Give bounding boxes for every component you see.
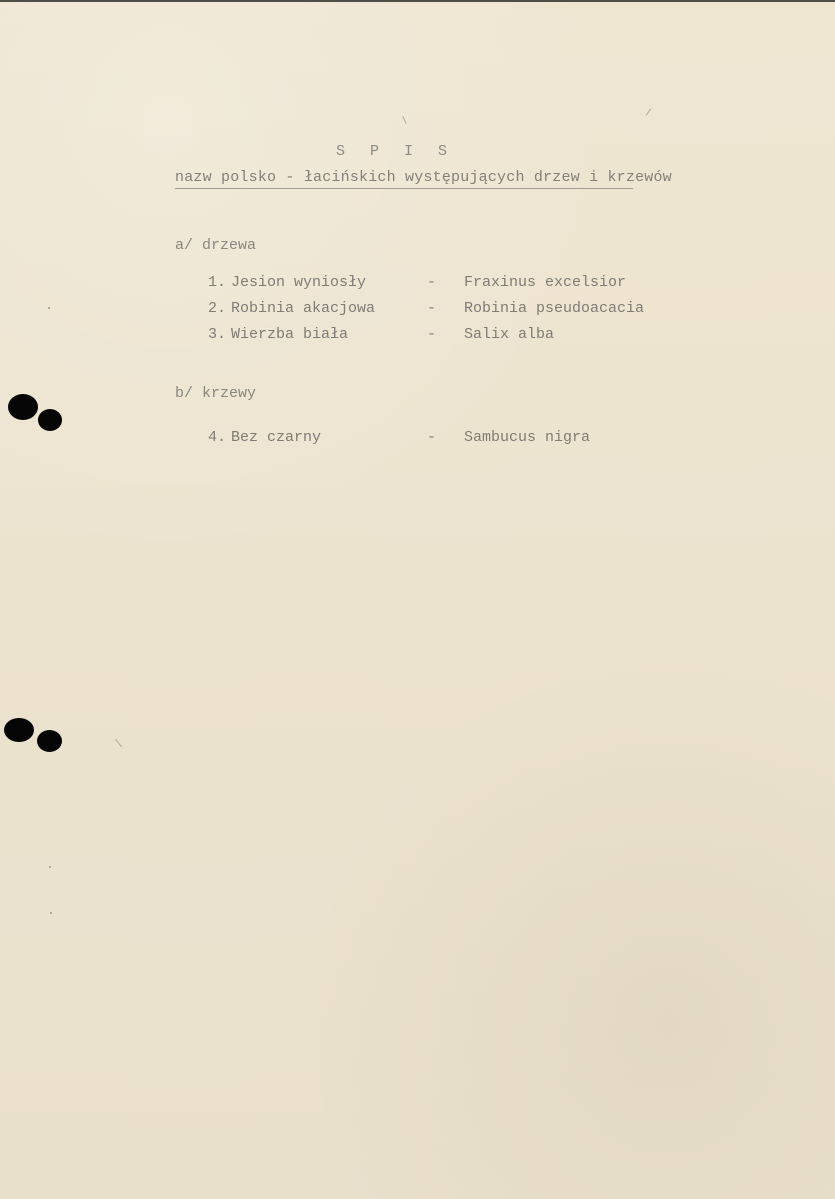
section-label-trees: a/ drzewa xyxy=(175,237,257,254)
latin-name: Robinia pseudoacacia xyxy=(464,300,645,317)
latin-name: Sambucus nigra xyxy=(464,429,591,446)
latin-name: Fraxinus excelsior xyxy=(464,274,627,291)
polish-name: Wierzba biała xyxy=(231,326,349,343)
punch-hole-upper-right xyxy=(38,409,62,431)
latin-name: Salix alba xyxy=(464,326,555,343)
item-number: 3. xyxy=(208,326,227,343)
paper-mark xyxy=(646,108,651,115)
section-label-shrubs: b/ krzewy xyxy=(175,385,257,402)
scan-top-edge xyxy=(0,0,835,2)
separator-dash: - xyxy=(427,274,437,291)
paper-mark xyxy=(115,739,122,747)
document-title: S P I S xyxy=(336,143,456,160)
paper-speck xyxy=(48,307,50,309)
polish-name: Robinia akacjowa xyxy=(231,300,376,317)
polish-name: Bez czarny xyxy=(231,429,322,446)
paper-mark xyxy=(402,116,406,124)
punch-hole-upper-left xyxy=(8,394,38,420)
item-number: 1. xyxy=(208,274,227,291)
paper-speck xyxy=(50,912,52,914)
punch-hole-lower-right xyxy=(37,730,62,752)
item-number: 2. xyxy=(208,300,227,317)
subtitle-underline xyxy=(175,188,633,189)
polish-name: Jesion wyniosły xyxy=(231,274,367,291)
separator-dash: - xyxy=(427,326,437,343)
separator-dash: - xyxy=(427,300,437,317)
paper-speck xyxy=(49,866,51,868)
document-subtitle: nazw polsko - łacińskich występujących drzew i krzewów xyxy=(175,169,672,186)
punch-hole-lower-left xyxy=(4,718,34,742)
item-number: 4. xyxy=(208,429,227,446)
separator-dash: - xyxy=(427,429,437,446)
